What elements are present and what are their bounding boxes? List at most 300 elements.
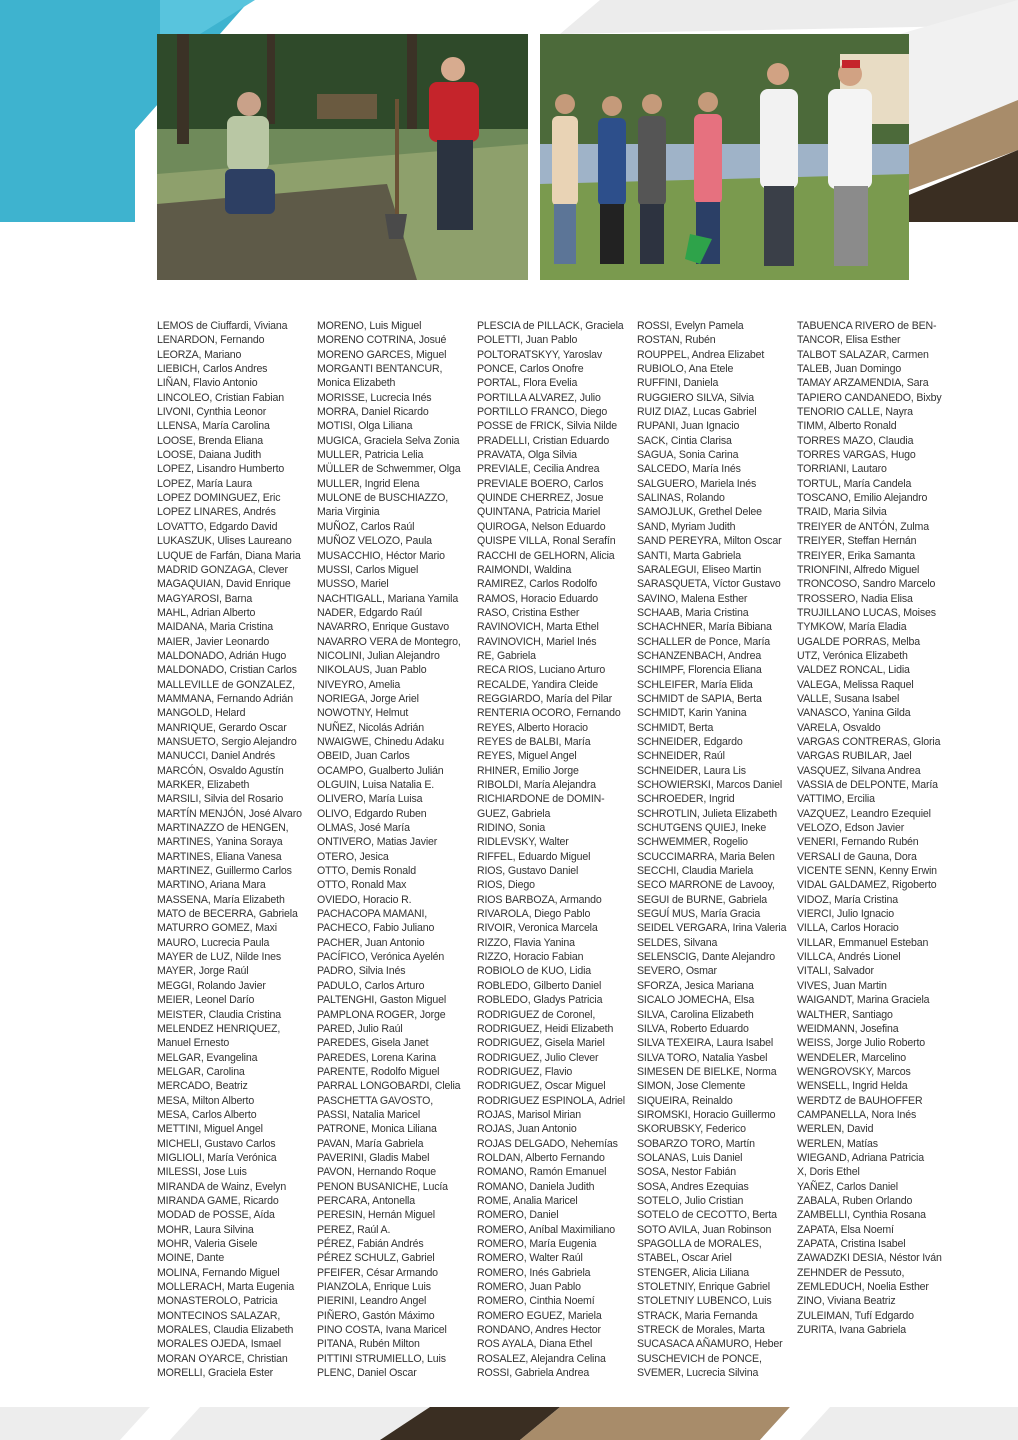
name-entry: MONTECINOS SALAZAR,: [157, 1309, 281, 1322]
name-entry: REYES, Miguel Angel: [477, 750, 577, 763]
name-entry: TRONCOSO, Sandro Marcelo: [797, 578, 936, 591]
name-entry: TABUENCA RIVERO de BEN-: [797, 320, 937, 332]
name-entry: LOVATTO, Edgardo David: [157, 520, 278, 533]
name-entry: SCHACHNER, María Bibiana: [637, 621, 772, 634]
name-entry: MARTINO, Ariana Mara: [157, 879, 266, 892]
name-entry: MOHR, Laura Silvina: [157, 1223, 254, 1236]
name-entry: NAVARRO VERA de Montegro,: [317, 635, 461, 648]
name-entry: MAMMANA, Fernando Adrián: [157, 692, 293, 705]
name-entry: TORRIANI, Lautaro: [797, 463, 887, 476]
name-entry: SAND PEREYRA, Milton Oscar: [637, 535, 782, 548]
name-entry: ROMERO, Juan Pablo: [477, 1281, 581, 1294]
name-entry: PARENTE, Rodolfo Miguel: [317, 1065, 440, 1078]
name-entry: VILLAR, Emmanuel Esteban: [797, 936, 929, 949]
teal-highlight-shape: [160, 0, 255, 34]
name-entry: PRADELLI, Cristian Eduardo: [477, 434, 610, 447]
name-entry: MELGAR, Carolina: [157, 1065, 245, 1078]
name-entry: MORALES OJEDA, Ismael: [157, 1338, 282, 1351]
name-entry: PAREDES, Lorena Karina: [317, 1051, 436, 1064]
name-entry: LLENSA, María Carolina: [157, 420, 270, 433]
name-entry: OLMAS, José María: [317, 822, 410, 835]
name-entry: LENARDON, Fernando: [157, 334, 265, 347]
name-entry: SALGUERO, Mariela Inés: [637, 477, 757, 490]
name-entry: SILVA TEXEIRA, Laura Isabel: [637, 1037, 774, 1050]
name-entry: PAVERINI, Gladis Mabel: [317, 1151, 430, 1164]
name-entry: VARGAS CONTRERAS, Gloria: [797, 735, 941, 748]
name-entry: SCHROEDER, Ingrid: [637, 793, 735, 806]
name-entry: SCHLEIFER, María Elida: [637, 678, 753, 691]
name-entry: TORTUL, María Candela: [797, 477, 912, 490]
name-entry: ROJAS, Juan Antonio: [477, 1123, 577, 1136]
name-entry: UGALDE PORRAS, Melba: [797, 635, 920, 648]
name-entry: QUINTANA, Patricia Mariel: [477, 506, 601, 519]
name-entry: MAIDANA, Maria Cristina: [157, 621, 274, 634]
name-entry: TREIYER, Erika Samanta: [797, 549, 915, 562]
name-entry: VALEGA, Melissa Raquel: [797, 678, 914, 691]
name-entry: SEIDEL VERGARA, Irina Valeria: [637, 922, 787, 935]
name-entry: MODAD de POSSE, Aída: [157, 1209, 275, 1222]
name-entry: RIVAROLA, Diego Pablo: [477, 908, 591, 921]
name-entry: PONCE, Carlos Onofre: [477, 363, 584, 376]
name-entry: MANUCCI, Daniel Andrés: [157, 750, 275, 763]
name-entry: VAZQUEZ, Leandro Ezequiel: [797, 807, 931, 820]
name-entry: TYMKOW, María Eladia: [797, 621, 907, 634]
name-entry: MADRID GONZAGA, Clever: [157, 563, 288, 576]
name-entry: OCAMPO, Gualberto Julián: [317, 764, 444, 777]
name-entry: SPAGOLLA de MORALES,: [637, 1238, 762, 1250]
name-entry: Maria Virginia: [317, 506, 380, 519]
name-entry: RUBIOLO, Ana Etele: [637, 363, 734, 376]
name-entry: Monica Elizabeth: [317, 377, 396, 390]
name-entry: SIMESEN DE BIELKE, Norma: [637, 1065, 777, 1078]
name-entry: ROBLEDO, Gladys Patricia: [477, 994, 603, 1007]
name-entry: VIERCI, Julio Ignacio: [797, 908, 894, 921]
name-entry: OVIEDO, Horacio R.: [317, 893, 412, 906]
name-entry: RIZZO, Horacio Fabian: [477, 951, 584, 964]
name-entry: SCHOWIERSKI, Marcos Daniel: [637, 779, 783, 791]
name-entry: MORAN OYARCE, Christian: [157, 1352, 288, 1365]
name-entry: VICENTE SENN, Kenny Erwin: [797, 865, 937, 878]
name-entry: PITANA, Rubén Milton: [317, 1338, 420, 1351]
name-entry: SARASQUETA, Víctor Gustavo: [637, 578, 781, 591]
name-entry: PORTAL, Flora Evelia: [477, 377, 578, 390]
name-entry: SILVA TORO, Natalia Yasbel: [637, 1051, 768, 1064]
name-entry: RIVOIR, Veronica Marcela: [477, 922, 598, 935]
name-entry: TALBOT SALAZAR, Carmen: [797, 348, 929, 361]
bottom-brown-wedge: [520, 1407, 790, 1440]
name-entry: RIOS, Gustavo Daniel: [477, 865, 579, 878]
name-entry: PIÑERO, Gastón Máximo: [317, 1309, 435, 1322]
name-entry: OBEID, Juan Carlos: [317, 750, 410, 763]
name-entry: VASQUEZ, Silvana Andrea: [797, 764, 921, 777]
name-entry: SAMOJLUK, Grethel Delee: [637, 506, 762, 519]
name-entry: ROSSI, Evelyn Pamela: [637, 320, 744, 332]
name-entry: VENERI, Fernando Rubén: [797, 836, 919, 849]
name-entry: STABEL, Oscar Ariel: [637, 1252, 732, 1265]
photo-group-with-tools: [540, 34, 909, 280]
name-entry: MARSILI, Silvia del Rosario: [157, 793, 284, 806]
name-entry: PAREDES, Gisela Janet: [317, 1037, 429, 1050]
name-entry: ROUPPEL, Andrea Elizabet: [637, 348, 765, 361]
name-entry: GUEZ, Gabriela: [477, 807, 551, 820]
name-entry: MOTISI, Olga Liliana: [317, 420, 413, 433]
name-entry: MUSSO, Mariel: [317, 578, 389, 591]
name-entry: SOTO AVILA, Juan Robinson: [637, 1223, 772, 1236]
name-entry: PACHER, Juan Antonio: [317, 936, 425, 949]
name-entry: VIDAL GALDAMEZ, Rigoberto: [797, 879, 937, 892]
name-entry: MORENO COTRINA, Josué: [317, 334, 447, 347]
names-column-2: [317, 319, 477, 1380]
name-entry: SIQUEIRA, Reinaldo: [637, 1094, 733, 1107]
name-entry: RAVINOVICH, Marta Ethel: [477, 621, 599, 634]
name-entry: MANRIQUE, Gerardo Oscar: [157, 721, 287, 734]
name-entry: PEREZ, Raúl A.: [317, 1223, 391, 1236]
name-entry: ROBLEDO, Gilberto Daniel: [477, 979, 602, 992]
name-entry: PREVIALE BOERO, Carlos: [477, 477, 604, 490]
name-entry: MOLINA, Fernando Miguel: [157, 1266, 280, 1279]
name-entry: SIMON, Jose Clemente: [637, 1080, 746, 1093]
name-entry: VIVES, Juan Martin: [797, 979, 887, 992]
name-entry: RUFFINI, Daniela: [637, 377, 719, 390]
name-entry: PAVAN, María Gabriela: [317, 1137, 424, 1150]
name-entry: MUÑOZ VELOZO, Paula: [317, 535, 432, 548]
name-entry: SOBARZO TORO, Martín: [637, 1137, 755, 1150]
name-entry: SANTI, Marta Gabriela: [637, 549, 741, 562]
name-entry: RODRIGUEZ de Coronel,: [477, 1008, 596, 1021]
name-entry: MAYER, Jorge Raúl: [157, 965, 249, 978]
name-entry: ONTIVERO, Matias Javier: [317, 836, 438, 849]
name-entry: ZABALA, Ruben Orlando: [797, 1194, 913, 1207]
name-entry: RODRIGUEZ, Gisela Mariel: [477, 1037, 605, 1050]
name-entry: ROJAS, Marisol Mirian: [477, 1108, 581, 1121]
name-entry: TROSSERO, Nadia Elisa: [797, 592, 913, 605]
name-entry: VILLA, Carlos Horacio: [797, 922, 899, 935]
name-entry: SARALEGUI, Eliseo Martin: [637, 563, 762, 576]
name-entry: QUISPE VILLA, Ronal Serafín: [477, 535, 616, 548]
name-entry: PASCHETTA GAVOSTO,: [317, 1094, 434, 1107]
name-entry: VIDOZ, María Cristina: [797, 893, 899, 906]
name-entry: RAMOS, Horacio Eduardo: [477, 592, 598, 605]
names-column-4: [637, 319, 797, 1380]
name-entry: ROMERO, Daniel: [477, 1209, 559, 1222]
name-entry: MEIER, Leonel Darío: [157, 994, 255, 1007]
name-entry: LIÑAN, Flavio Antonio: [157, 377, 258, 390]
name-entry: METTINI, Miguel Angel: [157, 1123, 263, 1136]
name-entry: PADRO, Silvia Inés: [317, 965, 406, 978]
names-column-1: [157, 319, 317, 1380]
name-entry: PAMPLONA ROGER, Jorge: [317, 1008, 446, 1021]
name-entry: LEMOS de Ciuffardi, Viviana: [157, 320, 288, 332]
name-entry: VARELA, Osvaldo: [797, 721, 881, 734]
name-entry: PARRAL LONGOBARDI, Clelia: [317, 1080, 461, 1093]
name-entry: SILVA, Roberto Eduardo: [637, 1022, 749, 1035]
name-entry: MIRANDA de Wainz, Evelyn: [157, 1180, 287, 1193]
name-entry: SCUCCIMARRA, Maria Belen: [637, 850, 775, 863]
name-entry: RIOS BARBOZA, Armando: [477, 893, 602, 906]
names-list: [157, 319, 957, 1380]
name-entry: ROMERO, María Eugenia: [477, 1238, 597, 1250]
name-entry: PITTINI STRUMIELLO, Luis: [317, 1352, 446, 1365]
name-entry: MASSENA, María Elizabeth: [157, 893, 285, 906]
name-entry: NWAIGWE, Chinedu Adaku: [317, 735, 445, 748]
name-entry: MELGAR, Evangelina: [157, 1051, 258, 1064]
name-entry: MEGGI, Rolando Javier: [157, 979, 266, 992]
name-entry: NIVEYRO, Amelia: [317, 678, 401, 691]
name-entry: Manuel Ernesto: [157, 1037, 230, 1050]
name-entry: STOLETNIY, Enrique Gabriel: [637, 1281, 770, 1294]
name-entry: PÉREZ SCHULZ, Gabriel: [317, 1252, 435, 1265]
name-entry: MULLER, Patricia Lelia: [317, 449, 424, 462]
name-entry: SFORZA, Jesica Mariana: [637, 979, 754, 992]
name-entry: SELDES, Silvana: [637, 936, 718, 949]
name-entry: LOPEZ LINARES, Andrés: [157, 506, 276, 519]
name-entry: ROBIOLO de KUO, Lidia: [477, 965, 592, 978]
name-entry: PAVON, Hernando Roque: [317, 1166, 436, 1179]
name-entry: STRECK de Morales, Marta: [637, 1324, 765, 1337]
name-entry: TANCOR, Elisa Esther: [797, 334, 901, 347]
name-entry: ROJAS DELGADO, Nehemías: [477, 1137, 618, 1150]
name-entry: VASSIA de DELPONTE, María: [797, 779, 938, 791]
name-entry: SCHAAB, Maria Cristina: [637, 606, 749, 619]
name-entry: PARED, Julio Raúl: [317, 1022, 403, 1035]
name-entry: SECO MARRONE de Lavooy,: [637, 879, 775, 892]
name-entry: STOLETNIY LUBENCO, Luis: [637, 1295, 772, 1308]
name-entry: MOLLERACH, Marta Eugenia: [157, 1281, 295, 1294]
name-entry: TOSCANO, Emilio Alejandro: [797, 492, 928, 505]
name-entry: RIDLEVSKY, Walter: [477, 836, 569, 849]
name-entry: ROS AYALA, Diana Ethel: [477, 1338, 593, 1351]
name-entry: SCHMIDT, Berta: [637, 721, 714, 734]
name-entry: SALINAS, Rolando: [637, 492, 725, 505]
photo-people-gardening: [157, 34, 528, 280]
name-entry: MORENO GARCES, Miguel: [317, 348, 447, 361]
name-entry: MALDONADO, Cristian Carlos: [157, 664, 297, 677]
name-entry: OTERO, Jesica: [317, 850, 389, 863]
name-entry: MILESSI, Jose Luis: [157, 1166, 247, 1179]
name-entry: VANASCO, Yanina Gilda: [797, 707, 911, 720]
name-entry: PORTILLA ALVAREZ, Julio: [477, 391, 601, 404]
name-entry: PERCARA, Antonella: [317, 1194, 415, 1207]
name-entry: TENORIO CALLE, Nayra: [797, 406, 913, 419]
name-entry: ROMANO, Ramón Emanuel: [477, 1166, 607, 1179]
name-entry: SOSA, Andres Ezequias: [637, 1180, 749, 1193]
name-entry: LOPEZ, María Laura: [157, 477, 253, 490]
name-entry: POSSE de FRICK, Silvia Nilde: [477, 420, 618, 433]
name-entry: SVEMER, Lucrecia Silvina: [637, 1367, 759, 1380]
name-entry: TIMM, Alberto Ronald: [797, 420, 897, 433]
name-entry: RODRIGUEZ, Flavio: [477, 1065, 573, 1078]
name-entry: ROSTAN, Rubén: [637, 334, 716, 347]
name-entry: RODRIGUEZ, Julio Clever: [477, 1051, 599, 1064]
name-entry: MUÑOZ, Carlos Raúl: [317, 520, 415, 533]
name-entry: SUCASACA AÑAMURO, Heber: [637, 1338, 783, 1351]
name-entry: RAMIREZ, Carlos Rodolfo: [477, 578, 598, 591]
name-entry: OTTO, Demis Ronald: [317, 865, 416, 878]
name-entry: WALTHER, Santiago: [797, 1008, 893, 1021]
name-entry: ZAWADZKI DESIA, Néstor Iván: [797, 1252, 942, 1265]
name-entry: SCHROTLIN, Julieta Elizabeth: [637, 807, 778, 820]
name-entry: SCHMIDT de SAPIA, Berta: [637, 692, 762, 705]
name-entry: MIRANDA GAME, Ricardo: [157, 1194, 279, 1207]
name-entry: WERDTZ de BAUHOFFER: [797, 1094, 923, 1107]
name-entry: VATTIMO, Ercilia: [797, 793, 875, 806]
names-column-5: [797, 319, 957, 1380]
name-entry: YAÑEZ, Carlos Daniel: [797, 1180, 899, 1193]
name-entry: RIBOLDI, María Alejandra: [477, 779, 596, 791]
name-entry: PENON BUSANICHE, Lucía: [317, 1180, 448, 1193]
name-entry: LEORZA, Mariano: [157, 348, 242, 361]
name-entry: RIDINO, Sonia: [477, 822, 546, 835]
name-entry: TAPIERO CANDANEDO, Bixby: [797, 391, 942, 404]
name-entry: PRAVATA, Olga Silvia: [477, 449, 577, 462]
name-entry: SEVERO, Osmar: [637, 965, 717, 978]
name-entry: RODRIGUEZ ESPINOLA, Adriel: [477, 1094, 625, 1107]
name-entry: SCHWEMMER, Rogelio: [637, 836, 748, 849]
name-entry: ZAMBELLI, Cynthia Rosana: [797, 1209, 926, 1222]
name-entry: VERSALI de Gauna, Dora: [797, 850, 917, 863]
name-entry: MULLER, Ingrid Elena: [317, 477, 420, 490]
name-entry: TORRES VARGAS, Hugo: [797, 449, 916, 462]
name-entry: LIVONI, Cynthia Leonor: [157, 406, 267, 419]
name-entry: ZEHNDER de Pessuto,: [797, 1266, 905, 1279]
name-entry: PACHECO, Fabio Juliano: [317, 922, 435, 935]
name-entry: POLETTI, Juan Pablo: [477, 334, 578, 347]
name-entry: OLIVERO, María Luisa: [317, 793, 423, 806]
name-entry: RIZZO, Flavia Yanina: [477, 936, 575, 949]
name-entry: SAND, Myriam Judith: [637, 520, 736, 533]
name-entry: SCHIMPF, Florencia Eliana: [637, 664, 762, 677]
name-entry: RECA RIOS, Luciano Arturo: [477, 664, 606, 677]
name-entry: WEIDMANN, Josefina: [797, 1022, 899, 1035]
name-entry: RUIZ DIAZ, Lucas Gabriel: [637, 406, 757, 419]
name-entry: RUGGIERO SILVA, Silvia: [637, 391, 754, 404]
name-entry: TALEB, Juan Domingo: [797, 363, 902, 376]
name-entry: NACHTIGALL, Mariana Yamila: [317, 592, 459, 605]
name-entry: RODRIGUEZ, Heidi Elizabeth: [477, 1022, 614, 1035]
name-entry: PIERINI, Leandro Angel: [317, 1295, 427, 1308]
name-entry: MICHELI, Gustavo Carlos: [157, 1137, 276, 1150]
name-entry: LOOSE, Brenda Eliana: [157, 434, 263, 447]
name-entry: NUÑEZ, Nicolás Adrián: [317, 721, 424, 734]
name-entry: SOSA, Nestor Fabián: [637, 1166, 737, 1179]
name-entry: WEISS, Jorge Julio Roberto: [797, 1037, 925, 1050]
name-entry: NIKOLAUS, Juan Pablo: [317, 664, 427, 677]
name-entry: NORIEGA, Jorge Ariel: [317, 692, 419, 705]
name-entry: VARGAS RUBILAR, Jael: [797, 750, 912, 763]
name-entry: SCHANZENBACH, Andrea: [637, 649, 762, 662]
name-entry: PASSI, Natalia Maricel: [317, 1108, 421, 1121]
name-entry: OTTO, Ronald Max: [317, 879, 407, 892]
name-entry: SCHMIDT, Karin Yanina: [637, 707, 747, 720]
name-entry: LUQUE de Farfán, Diana Maria: [157, 549, 301, 562]
name-entry: MUGICA, Graciela Selva Zonia: [317, 434, 460, 447]
name-entry: SUSCHEVICH de PONCE,: [637, 1352, 762, 1365]
name-entry: LOOSE, Daiana Judith: [157, 449, 262, 462]
name-entry: SICALO JOMECHA, Elsa: [637, 994, 755, 1007]
name-entry: MAYER de LUZ, Nilde Ines: [157, 951, 281, 964]
name-entry: MORRA, Daniel Ricardo: [317, 406, 429, 419]
name-entry: LOPEZ, Lisandro Humberto: [157, 463, 285, 476]
name-entry: MEISTER, Claudia Cristina: [157, 1008, 282, 1021]
name-entry: PLENC, Daniel Oscar: [317, 1367, 417, 1380]
name-entry: WENDELER, Marcelino: [797, 1051, 907, 1064]
name-entry: STRACK, Maria Fernanda: [637, 1309, 758, 1322]
name-entry: REYES de BALBI, María: [477, 735, 591, 748]
name-entry: MAIER, Javier Leonardo: [157, 635, 270, 648]
name-entry: MORGANTI BENTANCUR,: [317, 363, 443, 376]
name-entry: STENGER, Alicia Liliana: [637, 1266, 749, 1279]
name-entry: ROMERO, Aníbal Maximiliano: [477, 1223, 615, 1236]
name-entry: SALCEDO, María Inés: [637, 463, 741, 476]
name-entry: SACK, Cintia Clarisa: [637, 434, 732, 447]
name-entry: MARTÍN MENJÓN, José Alvaro: [157, 807, 302, 820]
name-entry: SIROMSKI, Horacio Guillermo: [637, 1108, 776, 1121]
name-entry: MARTINES, Eliana Vanesa: [157, 850, 282, 863]
name-entry: RACCHI de GELHORN, Alicia: [477, 549, 615, 562]
name-entry: ROMERO, Walter Raúl: [477, 1252, 583, 1265]
name-entry: LOPEZ DOMINGUEZ, Eric: [157, 492, 281, 505]
name-entry: PIANZOLA, Enrique Luis: [317, 1281, 431, 1294]
name-entry: TAMAY ARZAMENDIA, Sara: [797, 377, 929, 390]
name-entry: ZAPATA, Cristina Isabel: [797, 1238, 906, 1250]
name-entry: MIGLIOLI, María Verónica: [157, 1151, 277, 1164]
name-entry: ZEMLEDUCH, Noelia Esther: [797, 1281, 929, 1294]
name-entry: RAVINOVICH, Mariel Inés: [477, 635, 597, 648]
name-entry: MARKER, Elizabeth: [157, 779, 250, 791]
name-entry: SAGUA, Sonia Carina: [637, 449, 739, 462]
name-entry: RUPANI, Juan Ignacio: [637, 420, 740, 433]
name-entry: SKORUBSKY, Federico: [637, 1123, 746, 1136]
name-entry: MARTINEZ, Guillermo Carlos: [157, 865, 292, 878]
name-entry: MAGAQUIAN, David Enrique: [157, 578, 291, 591]
name-entry: RICHIARDONE de DOMIN-: [477, 793, 605, 806]
name-entry: ROME, Analia Maricel: [477, 1194, 578, 1207]
name-entry: MALDONADO, Adrián Hugo: [157, 649, 287, 662]
name-entry: RECALDE, Yandira Cleide: [477, 678, 598, 691]
name-entry: RIFFEL, Eduardo Miguel: [477, 850, 591, 863]
name-entry: MAGYAROSI, Barna: [157, 592, 253, 605]
name-entry: RIOS, Diego: [477, 879, 535, 892]
name-entry: ZURITA, Ivana Gabriela: [797, 1324, 906, 1337]
name-entry: WERLEN, Matías: [797, 1137, 878, 1150]
name-entry: QUIROGA, Nelson Eduardo: [477, 520, 606, 533]
name-entry: MERCADO, Beatriz: [157, 1080, 248, 1093]
name-entry: MORISSE, Lucrecia Inés: [317, 391, 432, 404]
name-entry: OLIVO, Edgardo Ruben: [317, 807, 427, 820]
name-entry: TREIYER, Steffan Hernán: [797, 535, 917, 548]
name-entry: LUKASZUK, Ulises Laureano: [157, 535, 292, 548]
name-entry: SCHNEIDER, Edgardo: [637, 735, 743, 748]
name-entry: SAVINO, Malena Esther: [637, 592, 748, 605]
name-entry: TREIYER de ANTÓN, Zulma: [797, 520, 929, 533]
name-entry: RHINER, Emilio Jorge: [477, 764, 579, 777]
name-entry: PATRONE, Monica Liliana: [317, 1123, 437, 1136]
name-entry: RONDANO, Andres Hector: [477, 1324, 601, 1337]
name-entry: MORALES, Claudia Elizabeth: [157, 1324, 294, 1337]
name-entry: X, Doris Ethel: [797, 1166, 860, 1179]
name-entry: ROLDAN, Alberto Fernando: [477, 1151, 605, 1164]
name-entry: MUSACCHIO, Héctor Mario: [317, 549, 445, 562]
names-column-3: [477, 319, 637, 1380]
name-entry: SCHNEIDER, Raúl: [637, 750, 725, 763]
name-entry: TRIONFINI, Alfredo Miguel: [797, 563, 920, 576]
name-entry: MAURO, Lucrecia Paula: [157, 936, 270, 949]
name-entry: MARTINAZZO de HENGEN,: [157, 822, 289, 835]
name-entry: ZINO, Viviana Beatriz: [797, 1295, 896, 1308]
name-entry: TORRES MAZO, Claudia: [797, 434, 914, 447]
name-entry: NAVARRO, Enrique Gustavo: [317, 621, 450, 634]
name-entry: ROMERO, Cinthia Noemí: [477, 1295, 595, 1308]
